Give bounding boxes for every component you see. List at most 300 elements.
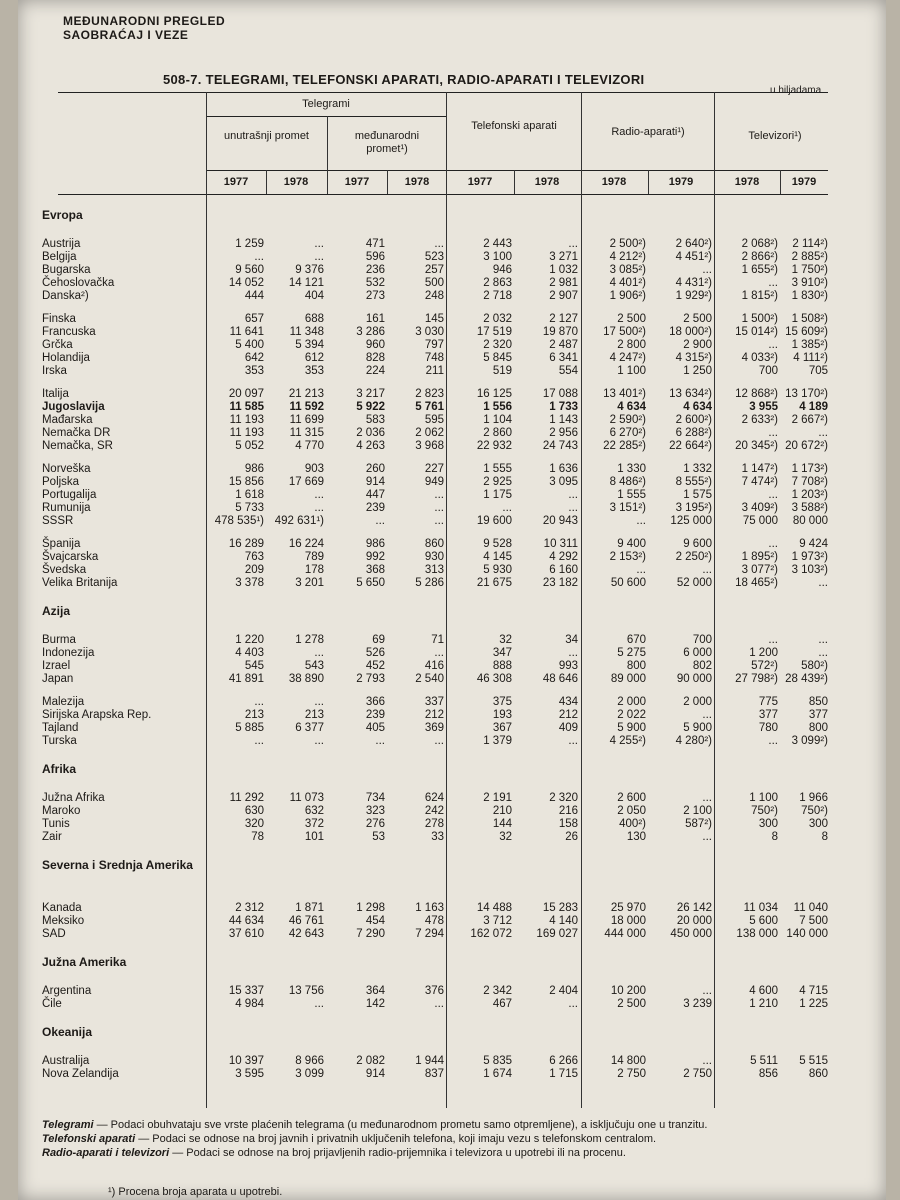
data-cell: 5 761 <box>415 401 444 413</box>
data-cell: 13 634²) <box>669 388 712 400</box>
data-cell: 2 050 <box>617 805 646 817</box>
data-cell: ... <box>434 735 444 747</box>
notes <box>42 1118 872 1160</box>
data-cell: 125 000 <box>670 515 712 527</box>
data-cell: 2 000 <box>683 696 712 708</box>
data-cell: 657 <box>244 313 264 325</box>
data-cell: 26 <box>565 831 578 843</box>
data-cell: 2 866²) <box>741 251 778 263</box>
data-cell: 1 173²) <box>791 463 828 475</box>
country-name: Burma <box>42 634 76 646</box>
data-cell: 2 487 <box>549 339 578 351</box>
table-row <box>18 365 886 378</box>
data-cell: 15 014²) <box>735 326 778 338</box>
data-cell: 3 077²) <box>741 564 778 576</box>
country-name: Maroko <box>42 805 81 817</box>
data-cell: 46 308 <box>476 673 512 685</box>
data-cell: 595 <box>424 414 444 426</box>
data-cell: 33 <box>431 831 444 843</box>
data-cell: ... <box>768 277 778 289</box>
table-row <box>18 1068 886 1081</box>
country-name: Poljska <box>42 476 80 488</box>
data-cell: 1 163 <box>415 902 444 914</box>
unit-label: u hiljadama <box>770 85 822 96</box>
data-cell: 612 <box>304 352 324 364</box>
data-cell: 404 <box>304 290 324 302</box>
country-name: Grčka <box>42 339 73 351</box>
year-header: 1977 <box>223 176 249 188</box>
data-cell: 554 <box>558 365 578 377</box>
data-cell: 4 247²) <box>609 352 646 364</box>
col-divider-2 <box>327 116 328 194</box>
data-cell: 1 906²) <box>609 290 646 302</box>
data-cell: 670 <box>626 634 646 646</box>
table-row <box>18 463 886 476</box>
data-cell: 210 <box>492 805 512 817</box>
data-cell: 10 200 <box>610 985 646 997</box>
data-cell: 3 595 <box>235 1068 264 1080</box>
data-cell: 1 636 <box>549 463 578 475</box>
data-cell: 28 439²) <box>785 673 828 685</box>
data-cell: 34 <box>565 634 578 646</box>
data-cell: 1 715 <box>549 1068 578 1080</box>
data-cell: 750²) <box>801 805 828 817</box>
data-cell: 2 443 <box>483 238 512 250</box>
table-row <box>18 1055 886 1068</box>
data-cell: 993 <box>558 660 578 672</box>
data-cell: 454 <box>365 915 385 927</box>
data-cell: 260 <box>365 463 385 475</box>
data-cell: 38 890 <box>288 673 324 685</box>
country-name: Sirijska Arapska Rep. <box>42 709 152 721</box>
data-cell: 1 750²) <box>791 264 828 276</box>
data-cell: 142 <box>365 998 385 1010</box>
table-row <box>18 660 886 673</box>
data-cell: 278 <box>424 818 444 830</box>
data-cell: 1 379 <box>483 735 512 747</box>
data-cell: 452 <box>365 660 385 672</box>
data-cell: 44 634 <box>228 915 264 927</box>
data-cell: 9 400 <box>617 538 646 550</box>
data-cell: 2 860 <box>483 427 512 439</box>
data-cell: 3 286 <box>356 326 385 338</box>
year-header: 1977 <box>467 176 493 188</box>
data-cell: 21 213 <box>288 388 324 400</box>
country-name: Irska <box>42 365 67 377</box>
data-cell: 375 <box>492 696 512 708</box>
data-cell: 15 856 <box>228 476 264 488</box>
data-cell: 2 500 <box>617 313 646 325</box>
data-cell: 50 600 <box>610 577 646 589</box>
data-cell: 16 289 <box>228 538 264 550</box>
country-name: Nemačka DR <box>42 427 111 439</box>
data-cell: 2 100 <box>683 805 712 817</box>
data-cell: ... <box>702 831 712 843</box>
table-row <box>18 634 886 647</box>
year-header: 1978 <box>283 176 309 188</box>
data-cell: 1 143 <box>549 414 578 426</box>
table-row <box>18 502 886 515</box>
data-cell: 78 <box>251 831 264 843</box>
yr-divider-4 <box>648 170 649 194</box>
data-cell: 1 200 <box>749 647 778 659</box>
country-name: Australija <box>42 1055 90 1067</box>
data-cell: 700 <box>692 634 712 646</box>
data-cell: 20 672²) <box>785 440 828 452</box>
country-name: Norveška <box>42 463 91 475</box>
data-cell: 42 643 <box>288 928 324 940</box>
data-cell: 7 708²) <box>791 476 828 488</box>
data-cell: 2 750 <box>683 1068 712 1080</box>
data-cell: 4 984 <box>235 998 264 1010</box>
data-cell: 5 835 <box>483 1055 512 1067</box>
data-cell: 5 275 <box>617 647 646 659</box>
data-cell: 4 401²) <box>609 277 646 289</box>
data-cell: 5 922 <box>356 401 385 413</box>
data-cell: 32 <box>499 634 512 646</box>
data-cell: ... <box>568 502 578 514</box>
data-cell: 9 376 <box>295 264 324 276</box>
data-cell: 162 072 <box>470 928 512 940</box>
data-cell: 2 981 <box>549 277 578 289</box>
data-cell: 158 <box>558 818 578 830</box>
data-cell: 4 600 <box>749 985 778 997</box>
country-name: Indonezija <box>42 647 95 659</box>
data-cell: 300 <box>808 818 828 830</box>
note-text: — Podaci se odnose na broj prijavljenih radio-prijemnika i televizora u upotrebi ili na procenu. <box>172 1147 626 1159</box>
data-cell: 2 925 <box>483 476 512 488</box>
data-cell: 212 <box>558 709 578 721</box>
data-cell: 2 500 <box>617 998 646 1010</box>
country-name: Jugoslavija <box>42 401 105 413</box>
data-cell: 4 145 <box>483 551 512 563</box>
data-cell: 2 191 <box>483 792 512 804</box>
data-cell: 642 <box>244 352 264 364</box>
document-page <box>18 0 886 1200</box>
country-name: Velika Britanija <box>42 577 118 589</box>
data-cell: ... <box>314 696 324 708</box>
data-cell: 11 034 <box>743 902 778 914</box>
data-cell: 2 062 <box>415 427 444 439</box>
footnote: ¹) Procena broja aparata u upotrebi. <box>108 1186 283 1198</box>
data-cell: 780 <box>758 722 778 734</box>
data-cell: 15 609²) <box>785 326 828 338</box>
data-cell: 21 675 <box>476 577 512 589</box>
data-cell: 750²) <box>751 805 778 817</box>
data-cell: 519 <box>492 365 512 377</box>
data-cell: ... <box>254 696 264 708</box>
data-cell: 71 <box>431 634 444 646</box>
table-row <box>18 985 886 998</box>
data-cell: ... <box>818 647 828 659</box>
data-cell: 19 600 <box>476 515 512 527</box>
data-cell: 323 <box>365 805 385 817</box>
data-cell: ... <box>375 735 385 747</box>
data-cell: 3 239 <box>683 998 712 1010</box>
data-cell: 242 <box>424 805 444 817</box>
data-cell: ... <box>434 515 444 527</box>
data-cell: ... <box>568 998 578 1010</box>
data-cell: 1 225 <box>799 998 828 1010</box>
data-cell: 2 000 <box>617 696 646 708</box>
data-cell: 13 401²) <box>603 388 646 400</box>
table-row <box>18 998 886 1011</box>
region-heading: Azija <box>42 604 71 618</box>
data-cell: 2 667²) <box>791 414 828 426</box>
table-row <box>18 251 886 264</box>
data-cell: 211 <box>425 365 444 377</box>
data-cell: 3 968 <box>415 440 444 452</box>
data-cell: 2 590²) <box>609 414 646 426</box>
data-cell: 8 486²) <box>609 476 646 488</box>
data-cell: 353 <box>244 365 264 377</box>
data-cell: 2 342 <box>483 985 512 997</box>
data-cell: 6 160 <box>549 564 578 576</box>
data-cell: 11 641 <box>229 326 264 338</box>
rule-header-bottom <box>58 194 828 195</box>
data-cell: 523 <box>424 251 444 263</box>
data-cell: 20 000 <box>676 915 712 927</box>
data-cell: 1 332 <box>683 463 712 475</box>
data-cell: 4 255²) <box>609 735 646 747</box>
yr-divider-3 <box>514 170 515 194</box>
country-name: Belgija <box>42 251 77 263</box>
rule-top <box>58 92 828 93</box>
table-row <box>18 696 886 709</box>
data-cell: 5 394 <box>295 339 324 351</box>
data-cell: 2 114²) <box>792 238 828 250</box>
data-cell: 26 142 <box>676 902 712 914</box>
data-cell: 239 <box>365 709 385 721</box>
data-cell: 4 431²) <box>675 277 712 289</box>
data-cell: 1 655²) <box>741 264 778 276</box>
data-cell: ... <box>702 564 712 576</box>
year-header: 1978 <box>734 176 760 188</box>
data-cell: 5 900 <box>683 722 712 734</box>
data-cell: 1 871 <box>295 902 324 914</box>
data-cell: 2 900 <box>683 339 712 351</box>
data-cell: 9 424 <box>799 538 828 550</box>
country-name: Švajcarska <box>42 551 99 563</box>
data-cell: 416 <box>424 660 444 672</box>
data-cell: 16 224 <box>288 538 324 550</box>
table-row <box>18 673 886 686</box>
data-cell: 11 699 <box>289 414 324 426</box>
country-name: Nova Zelandija <box>42 1068 119 1080</box>
country-name: Čile <box>42 998 62 1010</box>
data-cell: 800 <box>808 722 828 734</box>
data-cell: 434 <box>558 696 578 708</box>
data-cell: 193 <box>492 709 512 721</box>
data-cell: 828 <box>365 352 385 364</box>
data-cell: 6 288²) <box>675 427 712 439</box>
data-cell: 369 <box>424 722 444 734</box>
data-cell: 52 000 <box>676 577 712 589</box>
data-cell: 101 <box>304 831 324 843</box>
table-row <box>18 722 886 735</box>
data-cell: 1 250 <box>683 365 712 377</box>
data-cell: 248 <box>424 290 444 302</box>
data-cell: 25 970 <box>610 902 646 914</box>
data-cell: 10 311 <box>543 538 578 550</box>
data-cell: ... <box>702 264 712 276</box>
data-cell: 3 588²) <box>791 502 828 514</box>
data-cell: 545 <box>244 660 264 672</box>
data-cell: 276 <box>365 818 385 830</box>
data-cell: 630 <box>244 805 264 817</box>
data-cell: 856 <box>758 1068 778 1080</box>
data-cell: 347 <box>492 647 512 659</box>
data-cell: ... <box>818 427 828 439</box>
data-cell: 4 033²) <box>741 352 778 364</box>
data-cell: 17 669 <box>288 476 324 488</box>
country-name: Turska <box>42 735 77 747</box>
data-cell: 4 715 <box>799 985 828 997</box>
data-cell: ... <box>254 251 264 263</box>
data-cell: 22 664²) <box>669 440 712 452</box>
year-header: 1977 <box>344 176 370 188</box>
data-cell: 2 640²) <box>675 238 712 250</box>
data-cell: 11 315 <box>289 427 324 439</box>
data-cell: 11 193 <box>229 427 264 439</box>
data-cell: 1 104 <box>483 414 512 426</box>
data-cell: ... <box>434 502 444 514</box>
data-cell: ... <box>768 427 778 439</box>
data-cell: 763 <box>244 551 264 563</box>
data-cell: 41 891 <box>228 673 264 685</box>
country-name: SSSR <box>42 515 74 527</box>
data-cell: 20 097 <box>228 388 264 400</box>
data-cell: 992 <box>365 551 385 563</box>
data-cell: 3 910²) <box>791 277 828 289</box>
data-cell: ... <box>818 634 828 646</box>
data-cell: 11 348 <box>289 326 324 338</box>
data-cell: 32 <box>499 831 512 843</box>
table-row <box>18 339 886 352</box>
running-header <box>63 14 225 42</box>
data-cell: 1 032 <box>549 264 578 276</box>
data-cell: 5 511 <box>750 1055 778 1067</box>
data-cell: 236 <box>365 264 385 276</box>
data-cell: 2 956 <box>549 427 578 439</box>
data-cell: 3 100 <box>483 251 512 263</box>
data-cell: 580²) <box>801 660 828 672</box>
data-cell: 6 266 <box>549 1055 578 1067</box>
data-cell: 1 500²) <box>741 313 778 325</box>
data-cell: 930 <box>424 551 444 563</box>
data-cell: 9 600 <box>683 538 712 550</box>
data-cell: ... <box>768 339 778 351</box>
note-label: Telefonski aparati <box>42 1133 136 1145</box>
country-name: Zair <box>42 831 62 843</box>
data-cell: 4 451²) <box>675 251 712 263</box>
country-name: Meksiko <box>42 915 85 927</box>
data-cell: 12 868²) <box>735 388 778 400</box>
data-cell: 17 519 <box>476 326 512 338</box>
data-cell: 4 403 <box>235 647 264 659</box>
data-cell: ... <box>768 538 778 550</box>
data-cell: 2 718 <box>483 290 512 302</box>
data-cell: 7 294 <box>415 928 444 940</box>
country-name: Malezija <box>42 696 85 708</box>
data-cell: 367 <box>492 722 512 734</box>
country-name: Španija <box>42 538 81 550</box>
data-cell: ... <box>314 251 324 263</box>
data-cell: 775 <box>758 696 778 708</box>
data-cell: 48 646 <box>542 673 578 685</box>
data-cell: 583 <box>365 414 385 426</box>
data-cell: 914 <box>365 476 385 488</box>
data-cell: ... <box>434 489 444 501</box>
country-name: Rumunija <box>42 502 91 514</box>
data-cell: ... <box>314 647 324 659</box>
data-cell: 6 000 <box>683 647 712 659</box>
data-cell: 353 <box>304 365 324 377</box>
table-row <box>18 928 886 941</box>
table-row <box>18 515 886 528</box>
data-cell: 2 068²) <box>741 238 778 250</box>
data-cell: 1 830²) <box>791 290 828 302</box>
year-header: 1978 <box>534 176 560 188</box>
data-cell: 209 <box>244 564 264 576</box>
data-cell: 216 <box>558 805 578 817</box>
data-cell: 2 036 <box>356 427 385 439</box>
data-cell: 8 <box>771 831 778 843</box>
data-cell: 22 932 <box>476 440 512 452</box>
col-medjunarodni: međunarodni promet¹) <box>354 130 420 155</box>
data-cell: 1 895²) <box>741 551 778 563</box>
year-header: 1979 <box>668 176 694 188</box>
data-cell: 1 298 <box>356 902 385 914</box>
data-cell: 5 930 <box>483 564 512 576</box>
data-cell: 273 <box>365 290 385 302</box>
table-row <box>18 401 886 414</box>
data-cell: 532 <box>365 277 385 289</box>
data-cell: 2 540 <box>415 673 444 685</box>
data-cell: 2 082 <box>356 1055 385 1067</box>
year-header: 1979 <box>791 176 817 188</box>
data-cell: 364 <box>365 985 385 997</box>
data-cell: 3 201 <box>295 577 324 589</box>
data-cell: 986 <box>244 463 264 475</box>
data-cell: 161 <box>365 313 385 325</box>
table-row <box>18 427 886 440</box>
data-cell: 15 283 <box>542 902 578 914</box>
data-cell: 22 285²) <box>603 440 646 452</box>
note-radio-tv <box>42 1146 872 1160</box>
country-name: Švedska <box>42 564 87 576</box>
data-cell: 1 147²) <box>741 463 778 475</box>
data-cell: 10 397 <box>228 1055 264 1067</box>
country-name: Holandija <box>42 352 90 364</box>
data-cell: ... <box>702 985 712 997</box>
data-cell: 9 560 <box>235 264 264 276</box>
note-telegrami <box>42 1118 872 1132</box>
data-cell: 1 618 <box>235 489 264 501</box>
data-cell: 13 170²) <box>785 388 828 400</box>
country-name: Tunis <box>42 818 70 830</box>
data-cell: 144 <box>492 818 512 830</box>
note-text: — Podaci se odnose na broj javnih i privatnih uključenih telefona, koji imaju vezu s telefonskom centralom. <box>138 1133 657 1145</box>
data-cell: 7 290 <box>356 928 385 940</box>
data-cell: 837 <box>424 1068 444 1080</box>
data-cell: 8 555²) <box>675 476 712 488</box>
country-name: Izrael <box>42 660 71 672</box>
data-cell: 2 153²) <box>609 551 646 563</box>
data-cell: 1 575 <box>683 489 712 501</box>
data-cell: 2 823 <box>415 388 444 400</box>
country-name: Nemačka, SR <box>42 440 113 452</box>
